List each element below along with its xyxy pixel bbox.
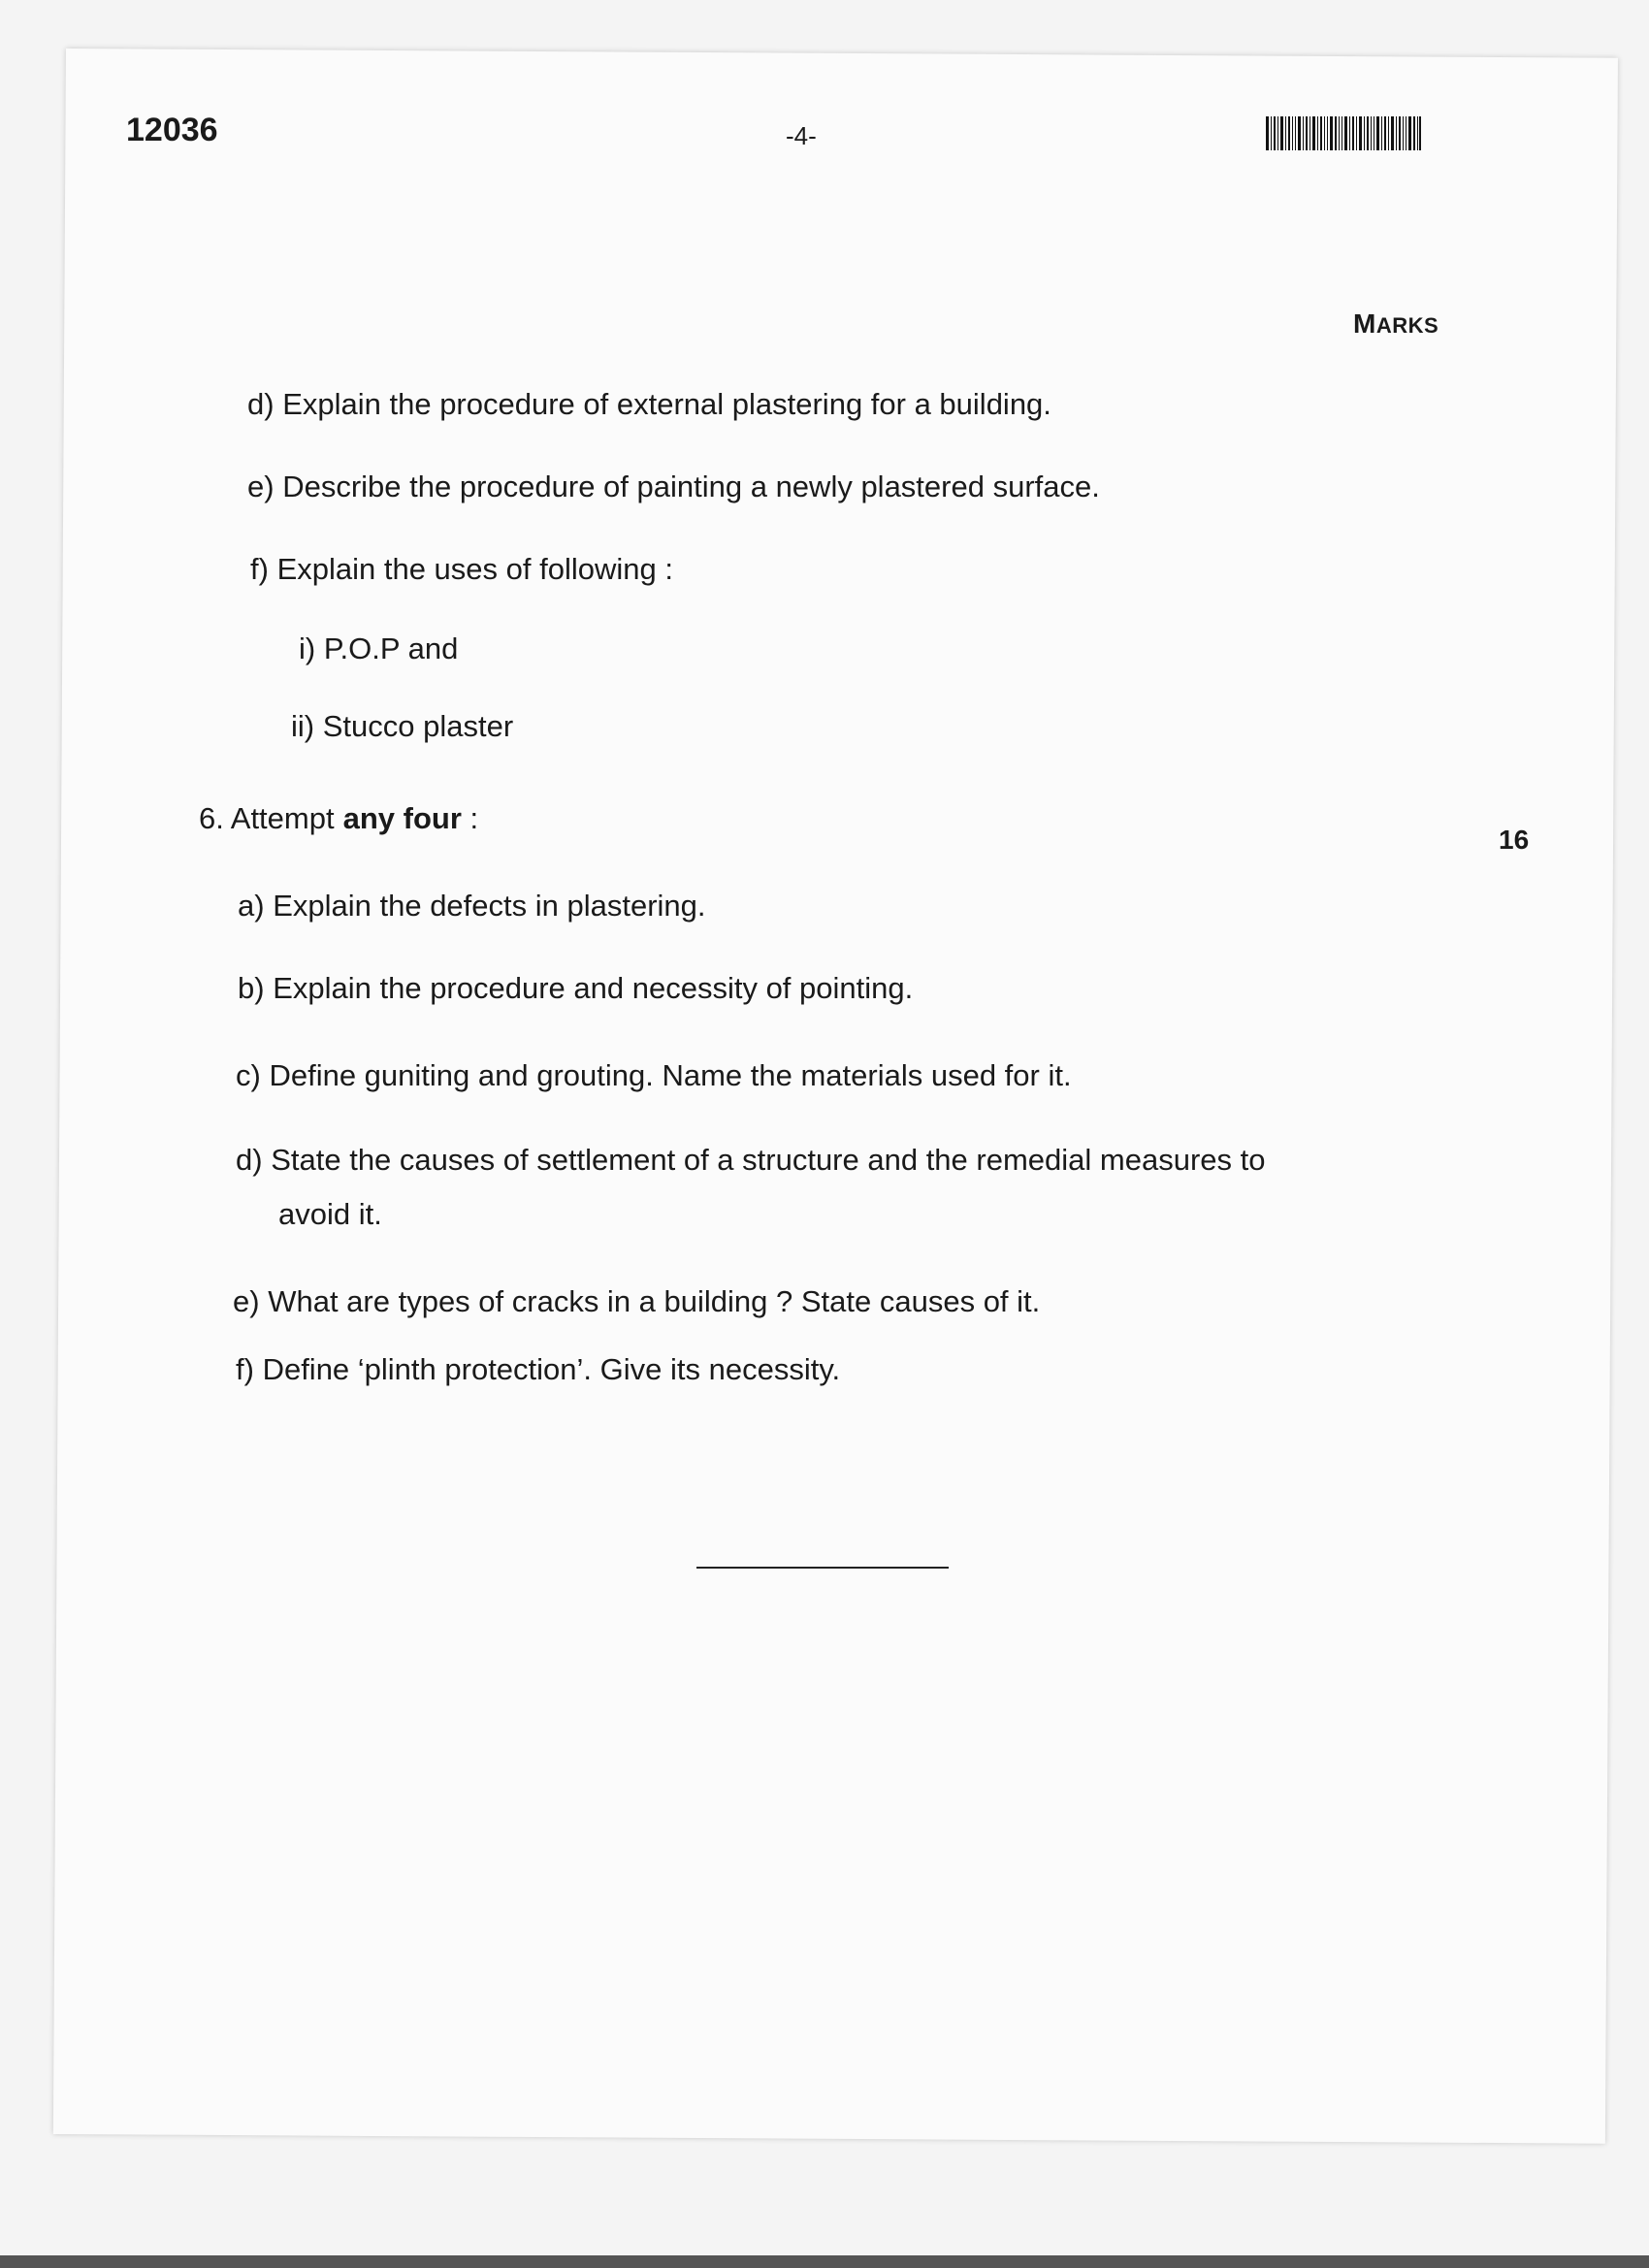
item-label: c) [236, 1058, 261, 1092]
question-5f-i [299, 631, 458, 667]
question-6c [236, 1057, 1072, 1094]
item-text: Define guniting and grouting. Name the materials used for it. [269, 1058, 1072, 1092]
question-5e [247, 469, 1100, 505]
item-label: f) [250, 552, 269, 586]
item-text: Explain the procedure and necessity of pointing. [273, 971, 914, 1005]
question-5f [250, 551, 673, 588]
item-label: d) [236, 1143, 263, 1177]
marks-heading [1353, 308, 1439, 340]
item-text: Explain the defects in plastering. [273, 889, 706, 923]
item-text: Describe the procedure of painting a newly plastered surface. [282, 470, 1100, 503]
question-6a [238, 888, 706, 924]
question-suffix: : [469, 801, 479, 835]
item-text: State the causes of settlement of a structure and the remedial measures to [271, 1143, 1266, 1177]
scanner-edge [0, 2255, 1649, 2268]
exam-page [53, 49, 1618, 2144]
page-number: -4- [786, 121, 817, 150]
item-text: Define ‘plinth protection’. Give its necessity. [262, 1352, 841, 1386]
item-text: What are types of cracks in a building ? State causes of it. [268, 1284, 1041, 1318]
marks-heading-initial: M [1353, 308, 1376, 339]
item-text: Explain the uses of following : [276, 552, 673, 586]
item-text: Explain the procedure of external plastering for a building. [282, 387, 1051, 421]
question-6f [236, 1351, 840, 1388]
question-6b [238, 970, 913, 1007]
marks-heading-rest: ARKS [1375, 313, 1439, 338]
question-number: 6. [199, 801, 224, 835]
question-6-heading [199, 800, 478, 837]
question-5f-ii [291, 708, 513, 745]
question-emphasis: any four [342, 801, 462, 835]
item-label: d) [247, 387, 275, 421]
question-prefix: Attempt [230, 801, 335, 835]
question-5d [247, 386, 1051, 423]
subitem-text: Stucco plaster [322, 709, 514, 743]
question-6e [233, 1283, 1040, 1320]
question-6d [236, 1142, 1265, 1179]
item-label: a) [238, 889, 265, 923]
question-6d-continuation: avoid it. [278, 1197, 382, 1231]
item-label: b) [238, 971, 265, 1005]
paper-code: 12036 [126, 112, 218, 148]
item-label: f) [236, 1352, 254, 1386]
barcode [1266, 116, 1421, 150]
subitem-text: P.O.P and [323, 632, 459, 665]
end-rule [696, 1567, 949, 1569]
question-6-marks: 16 [1499, 825, 1530, 855]
subitem-label: ii) [291, 709, 315, 743]
subitem-label: i) [299, 632, 316, 665]
item-label: e) [233, 1284, 260, 1318]
item-label: e) [247, 470, 275, 503]
